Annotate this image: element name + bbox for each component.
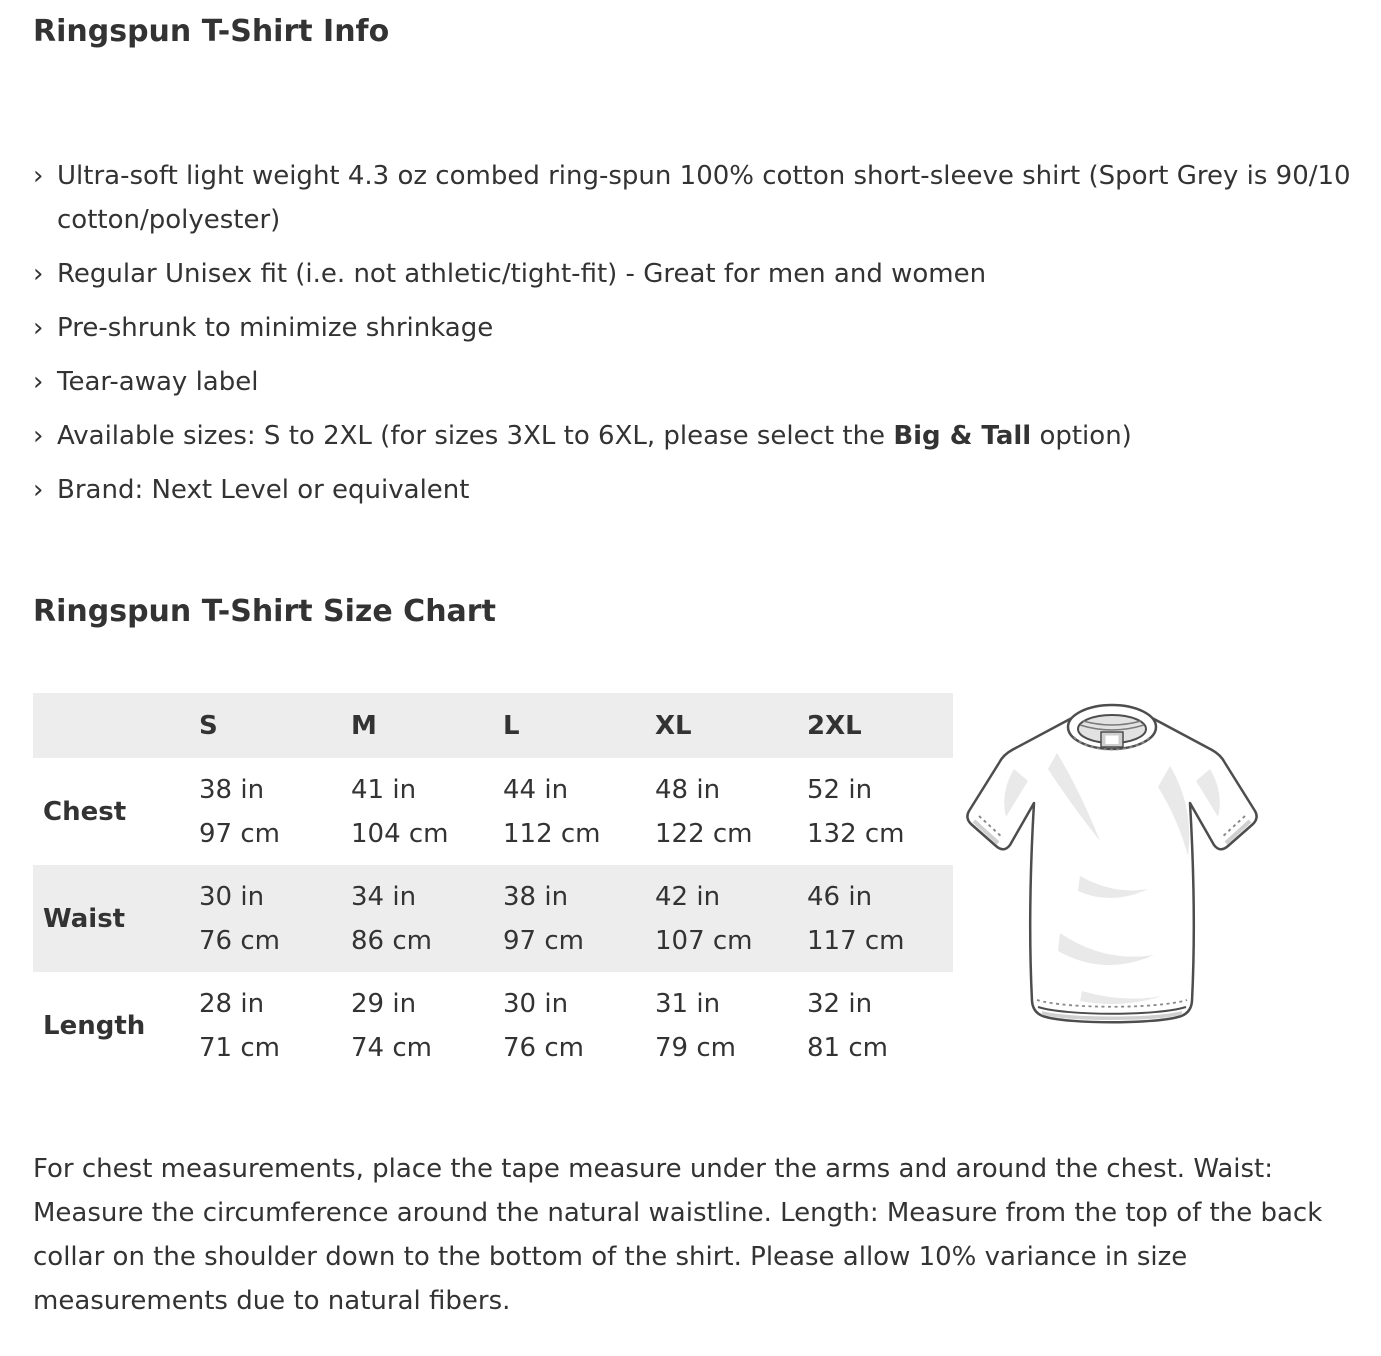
product-feature-list (33, 154, 1351, 512)
inches-value: 32 in (807, 988, 873, 1019)
inches-value: 42 in (655, 881, 721, 912)
inches-value: 30 in (503, 988, 569, 1019)
cm-value: 112 cm (503, 818, 601, 849)
measurement-note: For chest measurements, place the tape measure under the arms and around the chest. Waist: Measure the circumference around the natural waistline. Length: Measure from the top of the back collar on the shoulder down to the bottom of the shirt. Please allow 10% variance in size measurements due to natural fibers. (33, 1154, 1323, 1316)
inches-value: 28 in (199, 988, 265, 1019)
size-cell (193, 758, 345, 865)
cm-value: 132 cm (807, 818, 905, 849)
size-cell (801, 972, 953, 1079)
bullet-chevron-icon: › (33, 367, 44, 397)
list-item (33, 414, 1351, 458)
size-cell (497, 972, 649, 1079)
size-col-header: S (199, 710, 218, 741)
size-cell (801, 758, 953, 865)
list-item (33, 154, 1351, 242)
size-col-header: XL (655, 710, 692, 741)
cm-value: 71 cm (199, 1032, 280, 1063)
tshirt-illustration (962, 691, 1262, 1050)
cm-value: 86 cm (351, 925, 432, 956)
size-header-empty (33, 693, 193, 758)
size-header-row (33, 693, 953, 758)
table-row-length (33, 972, 953, 1079)
inches-value: 46 in (807, 881, 873, 912)
bullet-chevron-icon: › (33, 313, 44, 343)
inches-value: 52 in (807, 774, 873, 805)
bullet-chevron-icon: › (33, 161, 44, 191)
cm-value: 117 cm (807, 925, 905, 956)
bullet-text: Brand: Next Level or equivalent (57, 475, 470, 505)
size-col-header: M (351, 710, 377, 741)
table-row-chest (33, 758, 953, 865)
size-cell (649, 758, 801, 865)
row-label: Chest (43, 796, 127, 827)
size-col-header: L (503, 710, 520, 741)
bullet-text: Available sizes: S to 2XL (for sizes 3XL to 6XL, please select the (57, 421, 894, 451)
row-label: Waist (43, 903, 126, 934)
bullet-chevron-icon: › (33, 421, 44, 451)
bullet-chevron-icon: › (33, 259, 44, 289)
bullet-text: Ultra-soft light weight 4.3 oz combed ring-spun 100% cotton short-sleeve shirt (Sport Grey is 90/10 cotton/polyester) (57, 161, 1351, 235)
list-item (33, 306, 1351, 350)
table-row-waist (33, 865, 953, 972)
cm-value: 97 cm (503, 925, 584, 956)
size-cell (345, 865, 497, 972)
bullet-text: option) (1031, 421, 1132, 451)
size-cell (193, 865, 345, 972)
inches-value: 30 in (199, 881, 265, 912)
size-cell (193, 972, 345, 1079)
inches-value: 48 in (655, 774, 721, 805)
size-col-header: 2XL (807, 710, 862, 741)
inches-value: 41 in (351, 774, 417, 805)
inches-value: 38 in (199, 774, 265, 805)
cm-value: 79 cm (655, 1032, 736, 1063)
cm-value: 81 cm (807, 1032, 888, 1063)
inches-value: 29 in (351, 988, 417, 1019)
size-cell (497, 865, 649, 972)
cm-value: 122 cm (655, 818, 753, 849)
inches-value: 38 in (503, 881, 569, 912)
list-item (33, 252, 1351, 296)
cm-value: 74 cm (351, 1032, 432, 1063)
cm-value: 104 cm (351, 818, 449, 849)
size-cell (345, 972, 497, 1079)
bullet-text: Pre-shrunk to minimize shrinkage (57, 313, 494, 343)
bullet-text: Regular Unisex fit (i.e. not athletic/tight-fit) - Great for men and women (57, 259, 987, 289)
cm-value: 97 cm (199, 818, 280, 849)
size-cell (649, 865, 801, 972)
row-label: Length (43, 1010, 146, 1041)
list-item (33, 468, 1351, 512)
page-title: Ringspun T-Shirt Info (33, 14, 390, 49)
cm-value: 76 cm (199, 925, 280, 956)
inches-value: 44 in (503, 774, 569, 805)
size-chart-table (33, 693, 953, 1079)
size-chart-section (33, 693, 1351, 1079)
size-cell (801, 865, 953, 972)
size-cell (649, 972, 801, 1079)
inches-value: 31 in (655, 988, 721, 1019)
cm-value: 76 cm (503, 1032, 584, 1063)
list-item (33, 360, 1351, 404)
size-cell (497, 758, 649, 865)
bullet-text-bold: Big & Tall (893, 421, 1032, 451)
cm-value: 107 cm (655, 925, 753, 956)
bullet-chevron-icon: › (33, 475, 44, 505)
bullet-text: Tear-away label (57, 367, 259, 397)
size-chart-title: Ringspun T-Shirt Size Chart (33, 594, 496, 629)
size-cell (345, 758, 497, 865)
inches-value: 34 in (351, 881, 417, 912)
